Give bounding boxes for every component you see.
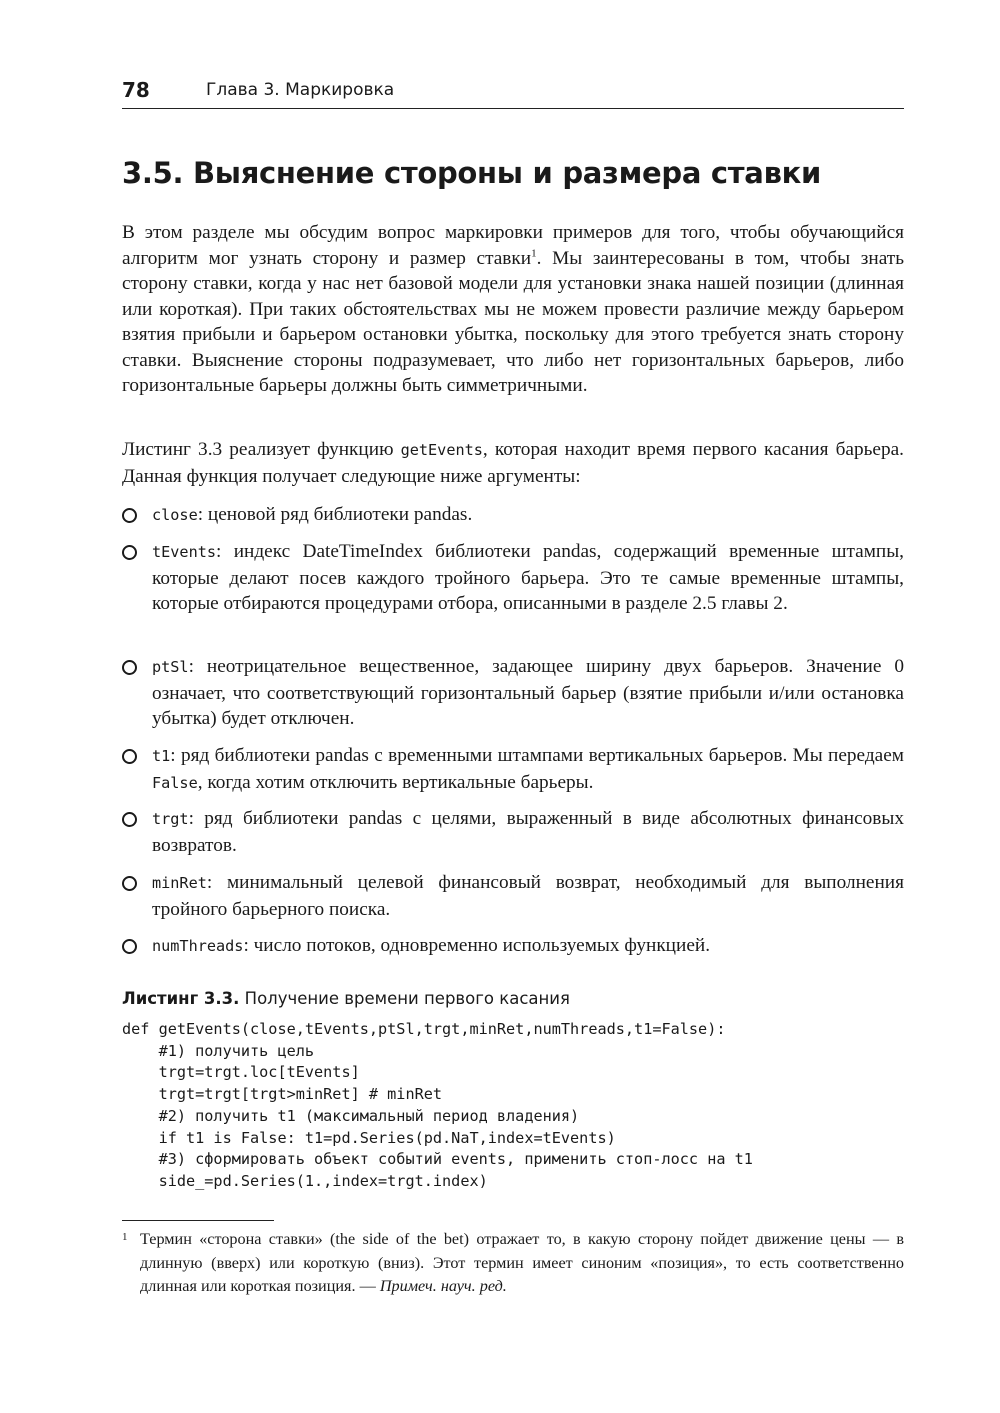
argument-description-continued: , когда хотим отключить вертикальные барьеры.: [197, 771, 594, 793]
function-name-code: getEvents: [400, 441, 483, 459]
code-line: #2) получить t1 (максимальный период владения): [122, 1106, 580, 1125]
code-line: trgt=trgt[trgt>minRet] # minRet: [122, 1085, 443, 1104]
listing-intro-text: Листинг 3.3 реализует функцию: [122, 439, 401, 460]
listing-intro-paragraph: [122, 437, 904, 489]
running-header: [122, 76, 904, 109]
bullet-circle-icon: [122, 876, 137, 891]
argument-item-close: [122, 502, 904, 529]
argument-item-ptsl: [122, 654, 904, 732]
argument-item-tevents: [122, 539, 904, 617]
argument-name: numThreads: [152, 937, 244, 955]
intro-paragraph: [122, 220, 904, 399]
code-line: side_=pd.Series(1.,index=trgt.index): [122, 1171, 488, 1190]
listing-label: Листинг 3.3.: [122, 989, 240, 1008]
argument-description: : ряд библиотеки pandas с целями, выраженный в виде абсолютных финансовых возвратов.: [152, 808, 904, 856]
footnote: [122, 1228, 904, 1299]
argument-name: ptSl: [152, 658, 189, 676]
editor-note: Примеч. науч. ред.: [379, 1277, 507, 1295]
intro-text-continued: . Мы заинтересованы в том, чтобы знать сторону ставки, когда у нас нет базовой модели для установки знака нашей позиции (длинная или короткая). При таких обстоятельствах мы не можем провести различие между барьером взятия прибыли и барьером остановки убытка, поскольку для этого требуется знать сторону ставки. Выяснение стороны подразумевает, что либо нет горизонтальных барьеров, либо горизонтальные барьеры должны быть симметричными.: [122, 247, 904, 396]
footnote-reference: 1: [531, 247, 537, 260]
argument-name: trgt: [152, 810, 189, 828]
bullet-circle-icon: [122, 812, 137, 827]
code-line: trgt=trgt.loc[tEvents]: [122, 1063, 360, 1082]
section-title: 3.5. Выяснение стороны и размера ставки: [122, 156, 822, 190]
footnote-marker: 1: [122, 1231, 128, 1243]
listing-intro-text-continued: , которая находит время первого касания барьера. Данная функция получает следующие ниже аргументы:: [122, 439, 905, 487]
code-line: #1) получить цель: [122, 1041, 315, 1060]
argument-name: close: [152, 506, 198, 524]
argument-description: : ценовой ряд библиотеки pandas.: [197, 504, 473, 525]
code-listing: [122, 1019, 753, 1193]
code-line: def getEvents(close,tEvents,ptSl,trgt,minRet,numThreads,t1=False):: [122, 1020, 726, 1038]
argument-description: : индекс DateTimeIndex библиотеки pandas, содержащий временные штампы, которые делают посев каждого тройного барьера. Это те самые временные штампы, которые отбираются процедурами отбора, описанными в разделе 2.5 главы 2.: [152, 541, 904, 614]
argument-description: : ряд библиотеки pandas с временными штампами вертикальных барьеров. Мы передаем: [170, 745, 904, 766]
bullet-circle-icon: [122, 545, 137, 560]
argument-item-numthreads: [122, 933, 904, 960]
argument-item-t1: [122, 743, 904, 796]
bullet-circle-icon: [122, 508, 137, 523]
argument-name: minRet: [152, 874, 207, 892]
page-number: 78: [122, 78, 150, 102]
chapter-title: Глава 3. Маркировка: [206, 80, 395, 100]
false-keyword-code: False: [152, 773, 198, 792]
argument-description: : минимальный целевой финансовый возврат, необходимый для выполнения тройного барьерного поиска.: [152, 872, 904, 920]
listing-title: Получение времени первого касания: [239, 989, 570, 1008]
intro-text: В этом разделе мы обсудим вопрос маркировки примеров для того, чтобы обучающийся алгоритм мог узнать сторону и размер ставки: [122, 222, 904, 269]
footnote-divider: [122, 1220, 274, 1221]
argument-name: t1: [152, 747, 171, 765]
bullet-circle-icon: [122, 749, 137, 764]
argument-description: : число потоков, одновременно используемых функцией.: [243, 935, 711, 956]
argument-name: tEvents: [152, 543, 217, 561]
footnote-text: Термин «сторона ставки» (the side of the bet) отражает то, в какую сторону пойдет движение цены — в длинную (вверх) или короткую (вниз). Этот термин имеет синоним «позиция», то есть соответственно длинная или короткая позиция. —: [140, 1230, 904, 1295]
argument-item-trgt: [122, 806, 904, 858]
code-line: if t1 is False: t1=pd.Series(pd.NaT,index=tEvents): [122, 1128, 616, 1147]
listing-caption: [122, 989, 570, 1008]
argument-item-minret: [122, 870, 904, 922]
bullet-circle-icon: [122, 660, 137, 675]
argument-description: : неотрицательное вещественное, задающее ширину двух барьеров. Значение 0 означает, что соответствующий горизонтальный барьер (взятие прибыли и/или остановка убытка) будет отключен.: [152, 656, 904, 729]
bullet-circle-icon: [122, 939, 137, 954]
code-line: #3) сформировать объект событий events, применить стоп-лосс на t1: [122, 1150, 753, 1169]
